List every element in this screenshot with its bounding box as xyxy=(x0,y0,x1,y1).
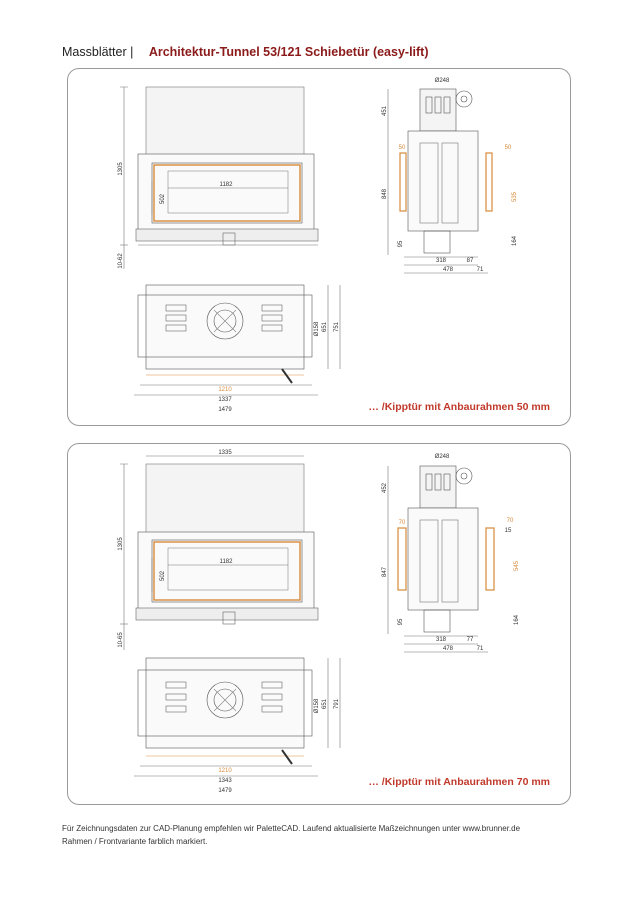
dim-plan-w2: 1343 xyxy=(218,778,232,784)
dim-front-inner-width: 1182 xyxy=(219,182,233,188)
dim-side-base: 164 xyxy=(512,235,518,247)
dim-plan-d1: 651 xyxy=(322,698,328,710)
dim-plan-d2: 791 xyxy=(334,698,340,710)
dim-front-inner-height: 502 xyxy=(160,193,166,205)
footer-line-1: Für Zeichnungsdaten zur CAD-Planung empfehlen wir PaletteCAD. Laufend aktualisierte Maßzeichnungen unter www.brunner.de xyxy=(62,824,521,833)
footer-note xyxy=(62,823,572,848)
dim-side-foot: 95 xyxy=(398,618,404,626)
dim-side-pipe: Ø248 xyxy=(434,454,450,460)
dim-side-foot: 95 xyxy=(398,240,404,248)
dim-side-d4: 71 xyxy=(476,267,484,273)
dim-side-d4: 71 xyxy=(476,646,484,652)
dim-plan-d1: 651 xyxy=(322,321,328,333)
dim-plan-w3: 1479 xyxy=(218,788,232,794)
dim-side-base: 164 xyxy=(514,614,520,626)
plan-view-2 xyxy=(134,658,340,776)
dim-side-d3: 478 xyxy=(442,646,454,652)
plan-view-1 xyxy=(134,285,340,395)
dim-side-top: 451 xyxy=(382,105,388,117)
footer-line-2: Rahmen / Frontvariante farblich markiert. xyxy=(62,836,208,846)
technical-drawing-1 xyxy=(68,69,570,425)
panel-caption-2: … /Kipptür mit Anbaurahmen 70 mm xyxy=(368,776,550,788)
dim-front-base: 10-65 xyxy=(118,632,124,648)
dim-side-height: 847 xyxy=(382,566,388,578)
dim-side-d2: 77 xyxy=(466,637,474,643)
dim-front-width: 1335 xyxy=(218,450,232,456)
dim-front-inner-width: 1182 xyxy=(219,559,233,565)
drawing-panel-2 xyxy=(67,443,571,805)
front-elevation-1 xyxy=(120,87,318,269)
dim-side-d1: 318 xyxy=(435,637,447,643)
dim-side-opening: 545 xyxy=(514,560,520,572)
dim-side-d3: 478 xyxy=(442,267,454,273)
dim-side-top: 452 xyxy=(382,482,388,494)
dim-front-base: 10-62 xyxy=(118,253,124,269)
dim-side-extra: 15 xyxy=(504,528,512,534)
panel-caption-1: … /Kipptür mit Anbaurahmen 50 mm xyxy=(368,401,550,413)
dim-side-height: 848 xyxy=(382,188,388,200)
dim-side-opening: 535 xyxy=(512,191,518,203)
dim-front-height: 1305 xyxy=(118,537,124,551)
dim-plan-pipe: Ø158 xyxy=(314,321,320,337)
dim-side-d1: 318 xyxy=(435,258,447,264)
dim-plan-w1: 1210 xyxy=(218,387,232,393)
dim-plan-pipe: Ø158 xyxy=(314,698,320,714)
page-header xyxy=(62,45,429,59)
dim-front-height: 1305 xyxy=(118,162,124,176)
dim-plan-w3: 1479 xyxy=(218,407,232,413)
dim-side-frame2: 50 xyxy=(504,145,512,151)
drawing-panel-1 xyxy=(67,68,571,426)
dim-side-frame: 70 xyxy=(398,520,406,526)
dim-plan-d2: 751 xyxy=(334,321,340,333)
dim-side-pipe: Ø248 xyxy=(434,78,450,84)
dim-plan-w1: 1210 xyxy=(218,768,232,774)
header-prefix: Massblätter | xyxy=(62,45,134,59)
header-title: Architektur-Tunnel 53/121 Schiebetür (easy-lift) xyxy=(148,45,429,59)
dim-front-inner-height: 502 xyxy=(160,570,166,582)
dim-plan-w2: 1337 xyxy=(218,397,232,403)
dim-side-d2: 87 xyxy=(466,258,474,264)
dim-side-frame: 50 xyxy=(398,145,406,151)
dim-side-frame2: 70 xyxy=(506,518,514,524)
front-elevation-2 xyxy=(120,456,318,650)
technical-drawing-2 xyxy=(68,444,570,804)
